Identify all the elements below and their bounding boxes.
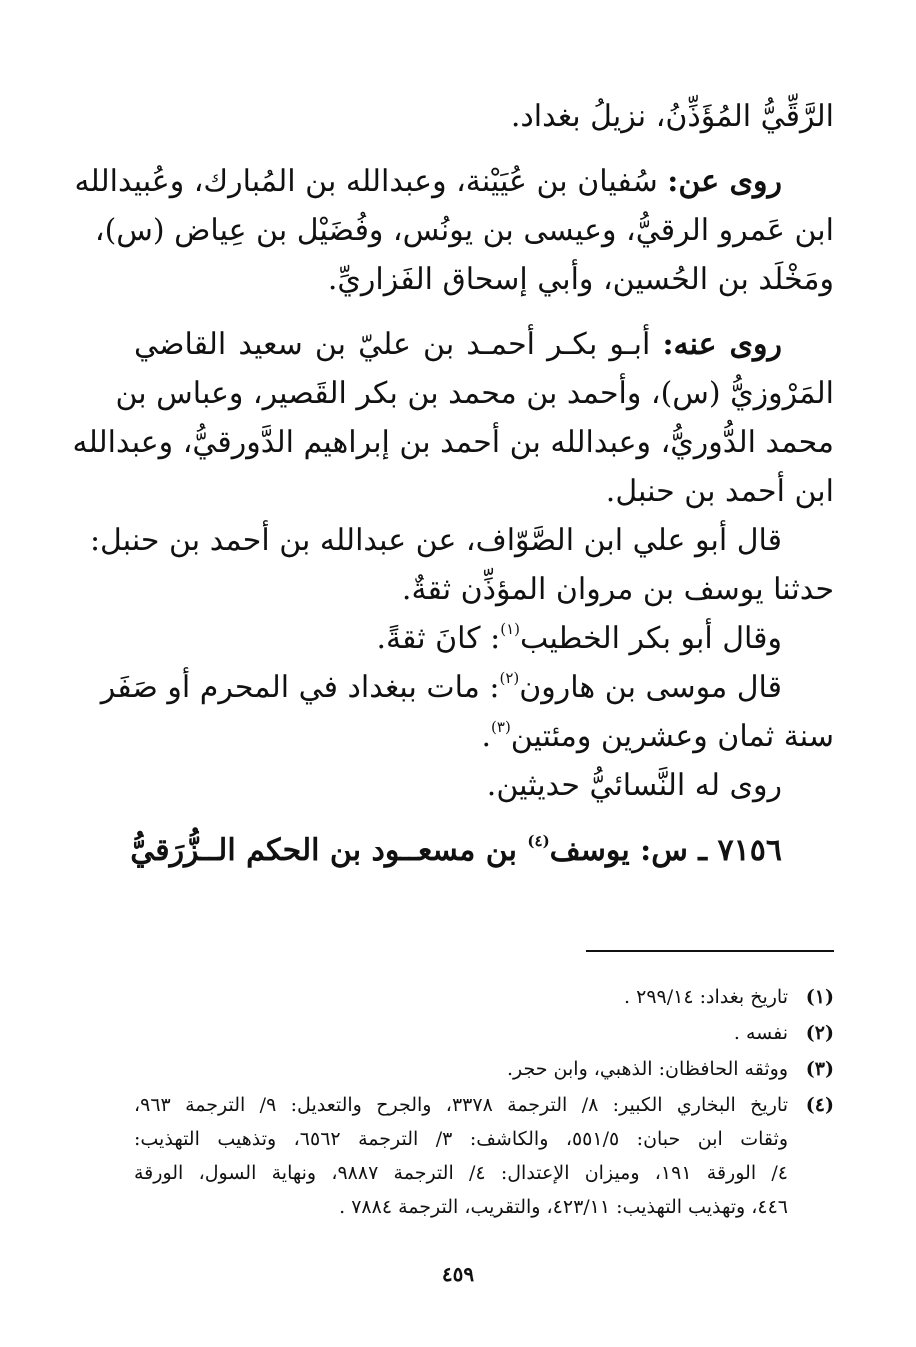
- narrated-from-label: روى عن:: [667, 164, 782, 199]
- intro-line: الرَّقِّيُّ المُؤَذِّنُ، نزيلُ بغداد.: [510, 99, 834, 134]
- footnote: [134, 1088, 834, 1224]
- death-year-text: سنة ثمان وعشرين ومئتين: [510, 719, 834, 754]
- footnote-ref-2[interactable]: (٢): [499, 669, 520, 687]
- footnote-number: (٢): [805, 1022, 834, 1044]
- page-number: ٤٥٩: [441, 1262, 475, 1286]
- musa-ibn-harun-paragraph: [100, 663, 834, 761]
- narrated-from-paragraph: [74, 157, 834, 304]
- footnote: [134, 1052, 834, 1086]
- footnote-line: نفسه .: [733, 1022, 788, 1044]
- footnote-body: [134, 1052, 788, 1086]
- footnotes: [134, 980, 834, 1226]
- footnote-body: [134, 1088, 788, 1224]
- al-khatib-quote: : كانَ ثقةً.: [376, 621, 501, 656]
- paragraph-line: حدثنا يوسف بن مروان المؤذِّن ثقةٌ.: [401, 572, 834, 607]
- paragraph-line: [74, 157, 834, 206]
- paragraph-line: [134, 320, 834, 369]
- ibn-al-sawwaf-paragraph: [89, 516, 834, 614]
- footnote-line: تاريخ بغداد: ٢٩٩/١٤ .: [624, 986, 788, 1008]
- narrated-from-text: سُفيان بن عُيَيْنة، وعبدالله بن المُبارك، وعُبيدالله: [74, 164, 658, 199]
- footnote-ref-4[interactable]: (٤): [527, 832, 550, 850]
- footnote-divider: [586, 950, 834, 952]
- footnote-body: [134, 1016, 788, 1050]
- footnote-line: ٤٤٦، وتهذيب التهذيب: ٤٢٣/١١، والتقريب، الترجمة ٧٨٨٤ .: [339, 1196, 788, 1218]
- entry-name: يوسف: [549, 833, 630, 868]
- footnote-line: ٤/ الورقة ١٩١، وميزان الإعتدال: ٤/ الترجمة ٩٨٨٧، ونهاية السول، الورقة: [134, 1162, 788, 1184]
- entry-number: ٧١٥٦ ـ س:: [640, 833, 782, 868]
- al-khatib-paragraph: [134, 614, 834, 663]
- paragraph-line: ابن عَمرو الرقيُّ، وعيسى بن يونُس، وفُضَيْل بن عِياض (س)،: [94, 213, 834, 248]
- sentence-end: .: [481, 719, 492, 754]
- paragraph-line: قال أبو علي ابن الصَّوّاف، عن عبدالله بن أحمد بن حنبل:: [89, 523, 782, 558]
- paragraph-line: المَرْوزيُّ (س)، وأحمد بن محمد بن بكر القَصير، وعباس بن: [115, 376, 834, 411]
- footnote-body: [134, 980, 788, 1014]
- main-text: [72, 92, 834, 875]
- entry-heading-line: [130, 826, 834, 875]
- footnote-number: (١): [805, 986, 834, 1008]
- nasai-paragraph: [134, 761, 834, 810]
- footnote-line: تاريخ البخاري الكبير: ٨/ الترجمة ٣٣٧٨، والجرح والتعديل: ٩/ الترجمة ٩٦٣،: [134, 1094, 788, 1116]
- footnote-ref-1[interactable]: (١): [500, 620, 520, 638]
- next-entry-heading: [130, 826, 834, 875]
- footnote-line: وثقات ابن حبان: ٥٥١/٥، والكاشف: ٣/ الترجمة ٦٥٦٢، وتذهيب التهذيب:: [134, 1128, 789, 1150]
- paragraph-line: محمد الدُّوريُّ، وعبدالله بن أحمد بن إبراهيم الدَّورقيُّ، وعبدالله: [72, 425, 834, 460]
- narrated-by-paragraph: [72, 320, 834, 516]
- musa-quote: : مات ببغداد في المحرم أو صَفَر: [100, 670, 500, 705]
- footnote-number: (٣): [805, 1058, 834, 1080]
- al-khatib-text: وقال أبو بكر الخطيب: [520, 621, 782, 656]
- paragraph-line: [134, 712, 834, 761]
- footnote-number: (٤): [805, 1094, 834, 1116]
- footnote: [134, 1016, 834, 1050]
- paragraph-line: [100, 663, 834, 712]
- entry-lineage: بن مسعــود بن الحكم الــزُّرَقيُّ: [130, 833, 517, 868]
- narrated-by-label: روى عنه:: [662, 327, 782, 362]
- paragraph-line: ومَخْلَد بن الحُسين، وأبي إسحاق الفَزاريِّ.: [327, 262, 834, 297]
- paragraph-line: روى له النَّسائيُّ حديثين.: [486, 768, 782, 803]
- footnote: [134, 980, 834, 1014]
- footnote-line: ووثقه الحافظان: الذهبي، وابن حجر.: [506, 1058, 788, 1080]
- footnote-ref-3[interactable]: (٣): [491, 718, 511, 736]
- narrated-by-text: أبـو بكـر أحمـد بن عليّ بن سعيد القاضي: [134, 327, 651, 362]
- musa-text: قال موسى بن هارون: [519, 670, 782, 705]
- paragraph-line: [134, 614, 834, 663]
- paragraph-line: ابن أحمد بن حنبل.: [605, 474, 834, 509]
